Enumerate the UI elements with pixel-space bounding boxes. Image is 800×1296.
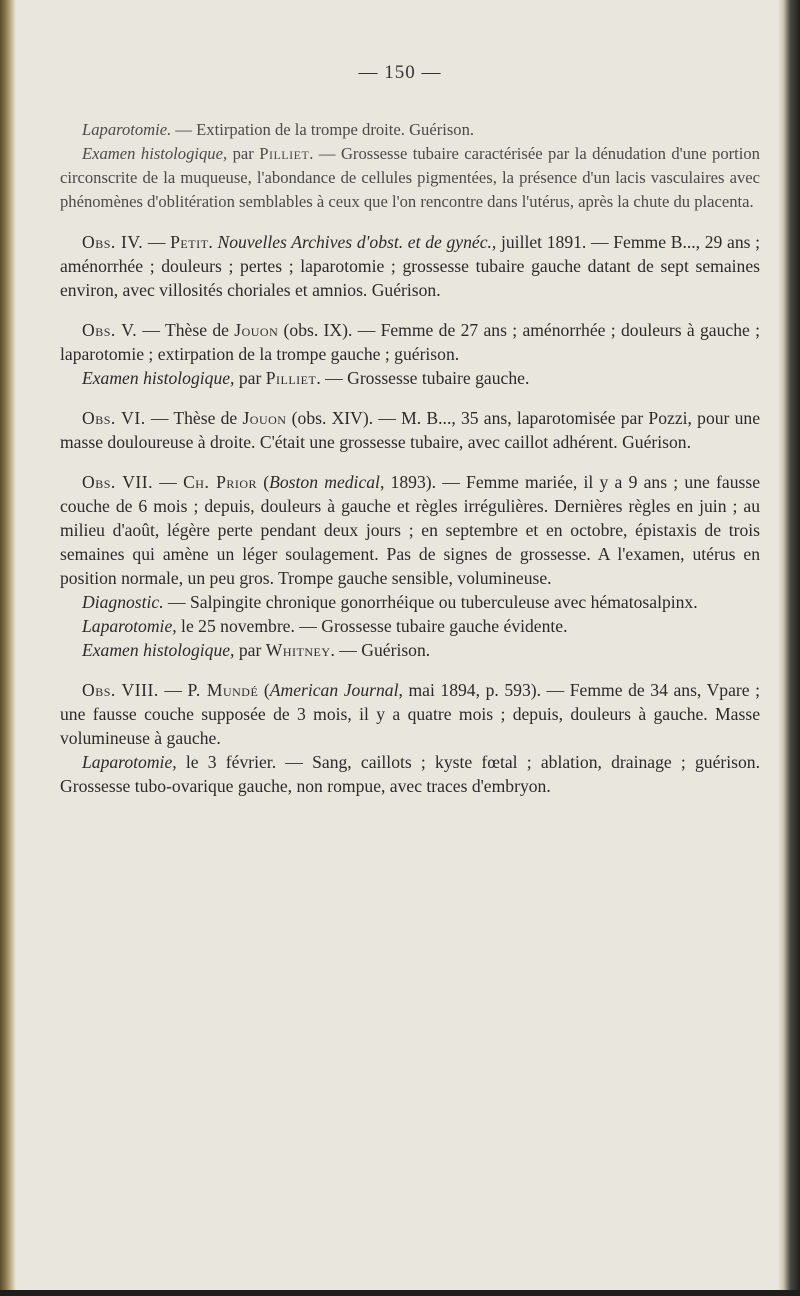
- separator: —: [153, 472, 184, 492]
- italic-lead: Laparotomie.: [82, 120, 172, 139]
- observation-7-diagnostic: [60, 590, 760, 614]
- observation-text: (obs. XIV). — M. B..., 35 ans, laparotomisée par Pozzi, pour une masse douloureuse à droite. C'était une grossesse tubaire, avec caillot adhérent. Guérison.: [60, 408, 761, 452]
- separator: .: [208, 232, 218, 252]
- observation-label: Obs. IV.: [82, 232, 144, 252]
- source-title: Nouvelles Archives d'obst. et de gynéc.,: [217, 232, 497, 252]
- observation-8-laparotomie: [60, 750, 760, 798]
- paragraph-text: le 25 novembre. — Grossesse tubaire gauche évidente.: [176, 616, 568, 636]
- observation-label: Obs. VI.: [82, 408, 146, 428]
- separator: — Thèse de: [137, 320, 235, 340]
- observation-5: [60, 318, 760, 366]
- observation-label: Obs. V.: [82, 320, 138, 340]
- paragraph-text: le 3 février. — Sang, caillots ; kyste fœtal ; ablation, drainage ; guérison. Grossesse tubo-ovarique gauche, non rompue, avec traces d'embryon.: [60, 752, 760, 796]
- separator: (: [258, 680, 270, 700]
- by-text: par: [227, 144, 260, 163]
- italic-lead: Laparotomie,: [82, 616, 177, 636]
- paragraph-examen: [60, 142, 760, 214]
- page-left-edge: [0, 0, 16, 1296]
- source-title: American Journal: [269, 680, 399, 700]
- author-name: Petit: [170, 232, 209, 252]
- observation-label: Obs. VII.: [82, 472, 154, 492]
- author-name: Whitney: [265, 640, 331, 660]
- page-right-edge: [778, 0, 800, 1296]
- italic-lead: Examen histologique,: [82, 144, 228, 163]
- by-text: par: [234, 368, 266, 388]
- observation-6: [60, 406, 760, 454]
- separator: (: [257, 472, 270, 492]
- italic-lead: Examen histologique,: [82, 640, 235, 660]
- observation-text: , 1893). — Femme mariée, il y a 9 ans ; une fausse couche de 6 mois ; depuis, douleurs à gauche et règles irrégulières. Dernières règles en juin ; au milieu d'août, légère perte pendant deux jours ; en septembre et en octobre, épistaxis de trois semaines qui amène un léger soulagement. Pas de signes de grossesse. A l'examen, utérus en position normale, un peu gros. Trompe gauche sensible, volumineuse.: [60, 472, 761, 588]
- paragraph-text: . — Grossesse tubaire gauche.: [316, 368, 530, 388]
- page-number: — 150 —: [358, 62, 442, 83]
- observation-label: Obs. VIII.: [82, 680, 159, 700]
- page-bottom-edge: [0, 1290, 800, 1296]
- observation-4: [60, 230, 760, 302]
- italic-lead: Diagnostic.: [82, 592, 164, 612]
- separator: — Thèse de: [145, 408, 243, 428]
- observation-text: , mai 1894, p. 593). — Femme de 34 ans, Vpare ; une fausse couche supposée de 3 mois, il y a quatre mois ; depuis, douleurs à gauche. Masse volumineuse à gauche.: [60, 680, 761, 748]
- paragraph-text: — Extirpation de la trompe droite. Guérison.: [171, 120, 475, 139]
- author-name: P. Mundé: [187, 680, 259, 700]
- author-name: Pilliet: [265, 368, 317, 388]
- italic-lead: Laparotomie,: [82, 752, 177, 772]
- observation-7-laparotomie: [60, 614, 760, 638]
- by-text: par: [234, 640, 266, 660]
- separator: —: [158, 680, 188, 700]
- observation-text: juillet 1891. — Femme B..., 29 ans ; aménorrhée ; douleurs ; pertes ; laparotomie ; grossesse tubaire gauche datant de sept semaines environ, avec villosités choriales et amnios. Guérison.: [60, 232, 761, 300]
- italic-lead: Examen histologique,: [82, 368, 235, 388]
- page-body: [60, 118, 760, 798]
- author-name: Jouon: [234, 320, 279, 340]
- observation-7-examen: [60, 638, 760, 662]
- author-name: Pilliet: [259, 144, 310, 163]
- source-title: Boston medical: [269, 472, 380, 492]
- observation-7: [60, 470, 760, 590]
- separator: —: [143, 232, 171, 252]
- observation-8: [60, 678, 760, 750]
- author-name: Ch. Prior: [183, 472, 258, 492]
- observation-text: (obs. IX). — Femme de 27 ans ; aménorrhée ; douleurs à gauche ; laparotomie ; extirpation de la trompe gauche ; guérison.: [60, 320, 760, 364]
- author-name: Jouon: [242, 408, 287, 428]
- observation-5-examen: [60, 366, 760, 390]
- paragraph-text: . — Guérison.: [330, 640, 431, 660]
- paragraph-text: — Salpingite chronique gonorrhéique ou tuberculeuse avec hématosalpinx.: [163, 592, 698, 612]
- paragraph-laparotomie: [60, 118, 760, 142]
- paragraph-text: . — Grossesse tubaire caractérisée par la dénudation d'une portion circonscrite de la muqueuse, l'abondance de cellules pigmentées, la présence d'un lacis vasculaires avec phénomènes d'oblitération semblables à ceux que l'on rencontre dans l'utérus, après la chute du placenta.: [60, 144, 760, 211]
